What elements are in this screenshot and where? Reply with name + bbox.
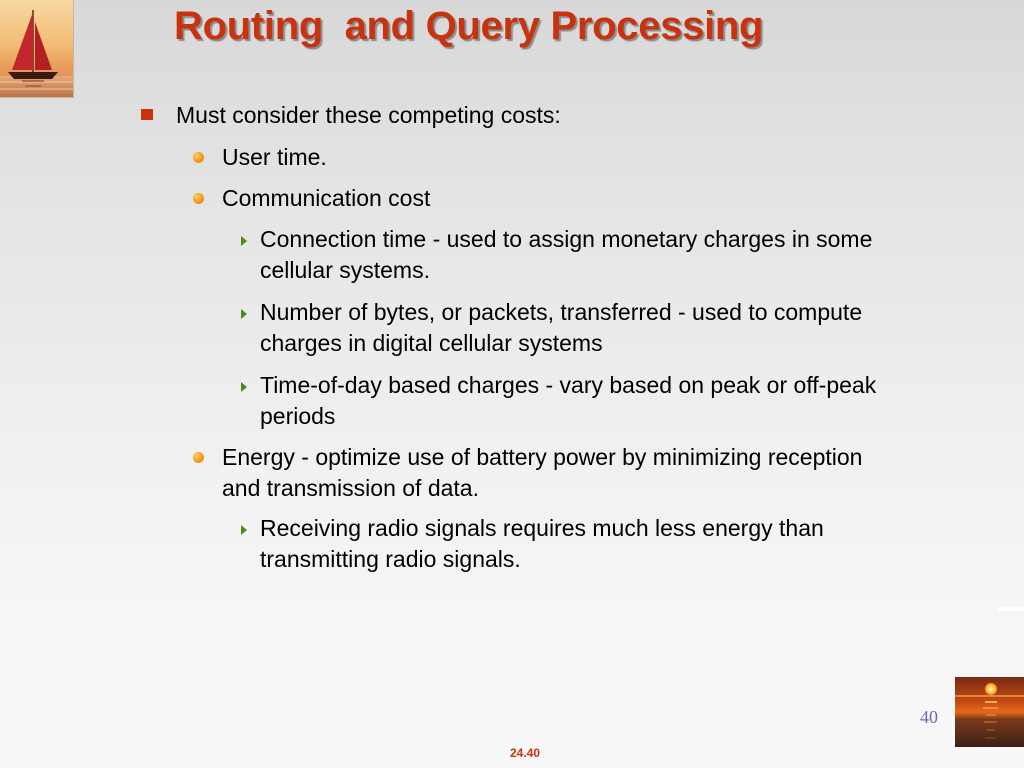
slide-number: 40 bbox=[920, 707, 938, 727]
list-item bbox=[222, 142, 902, 173]
decorative-edge-mark bbox=[998, 607, 1024, 611]
sunset-image bbox=[955, 677, 1024, 747]
slide-title: Routing and Query Processing bbox=[174, 4, 764, 48]
list-item bbox=[222, 183, 902, 214]
footer-page-number: 24.40 bbox=[509, 746, 541, 760]
list-item bbox=[260, 513, 900, 575]
list-item bbox=[260, 224, 900, 286]
list-item-text: User time. bbox=[222, 144, 327, 170]
list-item bbox=[176, 100, 896, 131]
list-item-text: Receiving radio signals requires much less energy than transmitting radio signals. bbox=[260, 515, 824, 572]
list-item bbox=[222, 442, 902, 504]
arrow-bullet-icon bbox=[241, 236, 247, 246]
arrow-bullet-icon bbox=[241, 309, 247, 319]
dot-bullet-icon bbox=[193, 452, 204, 463]
list-item-text: Communication cost bbox=[222, 185, 431, 211]
list-item bbox=[260, 297, 900, 359]
list-item-text: Time-of-day based charges - vary based on peak or off-peak periods bbox=[260, 372, 877, 429]
list-item-text: Connection time - used to assign monetary charges in some cellular systems. bbox=[260, 226, 873, 283]
dot-bullet-icon bbox=[193, 152, 204, 163]
square-bullet-icon bbox=[141, 109, 153, 120]
sailboat-image bbox=[0, 0, 74, 98]
dot-bullet-icon bbox=[193, 193, 204, 204]
arrow-bullet-icon bbox=[241, 525, 247, 535]
list-item bbox=[260, 370, 900, 432]
list-item-text: Number of bytes, or packets, transferred - used to compute charges in digital cellular systems bbox=[260, 299, 863, 356]
arrow-bullet-icon bbox=[241, 382, 247, 392]
list-item-text: Must consider these competing costs: bbox=[176, 102, 561, 128]
list-item-text: Energy - optimize use of battery power by minimizing reception and transmission of data. bbox=[222, 444, 863, 501]
